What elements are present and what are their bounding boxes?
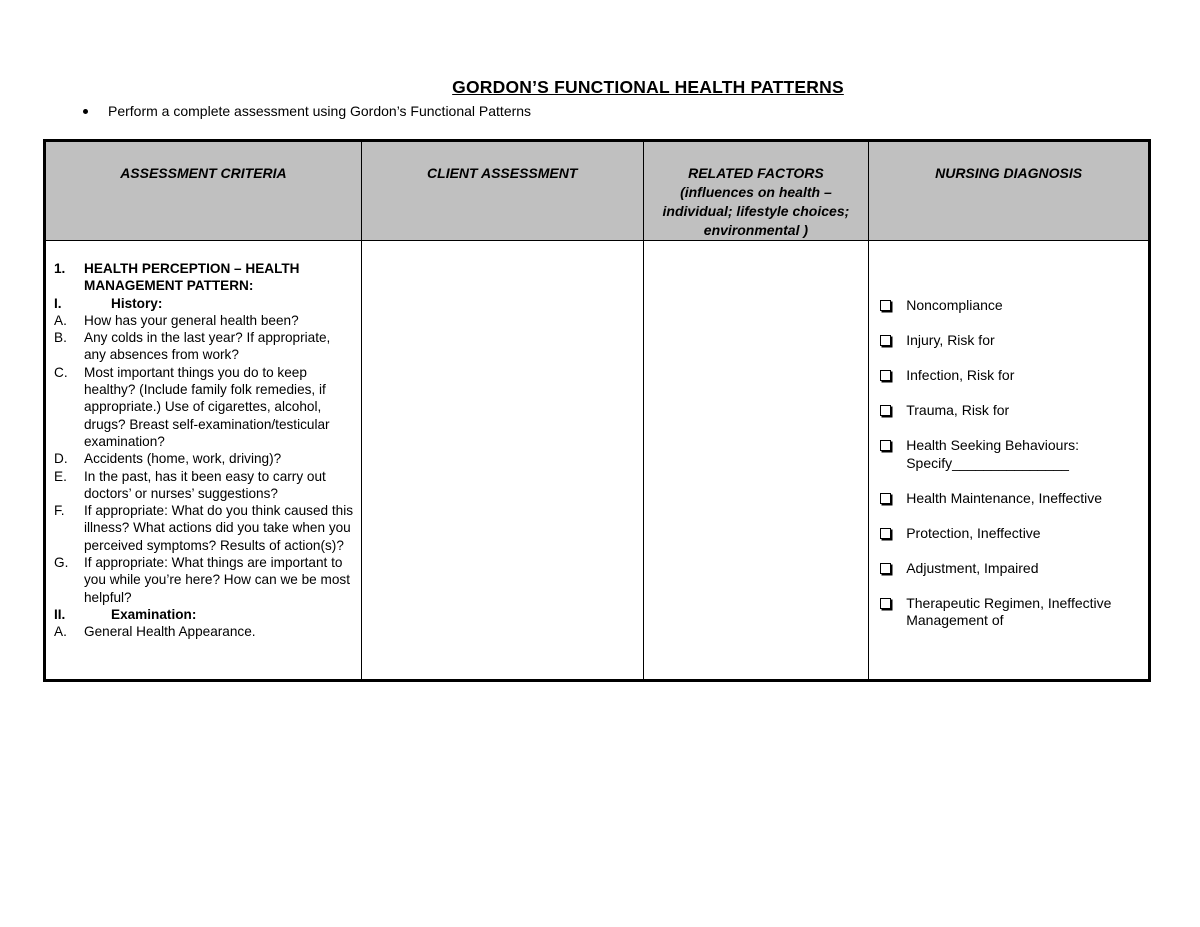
criteria-item [54,554,355,606]
history-list [54,312,355,606]
criteria-item-text: How has your general health been? [84,312,299,328]
criteria-item [54,364,355,450]
checkbox-icon[interactable] [880,440,891,451]
diagnosis-label: Injury, Risk for [906,332,995,348]
intro-list [82,103,531,119]
criteria-item-marker: B. [54,330,67,346]
header-assessment-criteria: ASSESSMENT CRITERIA [45,141,362,241]
criteria-content [46,241,361,641]
header-row [45,141,1150,241]
pattern-heading [54,260,355,295]
checkbox-icon[interactable] [880,563,891,574]
diagnosis-item [880,332,1148,350]
header-related-factors-subtitle: (influences on health – individual; lifestyle choices; environmental ) [662,184,850,238]
criteria-item-marker: D. [54,451,68,467]
nursing-diagnosis-cell [869,241,1150,681]
checkbox-icon[interactable] [880,405,891,416]
exam-label: Examination: [111,606,197,622]
diagnosis-item [880,595,1148,630]
criteria-item-marker: A. [54,312,67,328]
header-related-factors [643,141,869,241]
diagnosis-item [880,297,1148,315]
criteria-item-text: If appropriate: What do you think caused this illness? What actions did you take when you perceived symptoms? Results of action(s)? [84,503,354,553]
header-related-factors-title: RELATED FACTORS [688,165,824,181]
diagnosis-label: Health Maintenance, Ineffective [906,489,1103,506]
diagnosis-label: Adjustment, Impaired [906,559,1039,576]
checkbox-icon[interactable] [880,370,891,381]
diagnosis-item [880,367,1148,385]
history-heading [54,295,355,312]
criteria-item [54,623,355,640]
criteria-item-marker: A. [54,624,67,640]
intro-bullet: Perform a complete assessment using Gordon’s Functional Patterns [82,103,531,119]
diagnosis-list [869,241,1148,630]
client-assessment-cell[interactable] [361,241,643,681]
diagnosis-item [880,402,1148,420]
history-label: History: [111,295,163,311]
history-marker: I. [54,295,62,311]
diagnosis-label: Protection, Ineffective [906,524,1041,541]
exam-marker: II. [54,606,66,622]
criteria-item-marker: F. [54,503,65,519]
criteria-item-text: General Health Appearance. [84,624,256,640]
assessment-table [43,139,1151,682]
diagnosis-label: Trauma, Risk for [906,402,1010,418]
diagnosis-label: Noncompliance [906,297,1003,313]
diagnosis-item [880,437,1148,472]
pattern-row [45,241,1150,681]
exam-list [54,623,355,640]
related-factors-cell[interactable] [643,241,869,681]
criteria-item [54,329,355,364]
assessment-criteria-cell [45,241,362,681]
criteria-item [54,450,355,467]
diagnosis-item [880,490,1148,508]
criteria-item-marker: G. [54,555,69,571]
criteria-item [54,502,355,554]
criteria-item-marker: C. [54,364,68,380]
pattern-number: 1. [54,261,66,276]
checkbox-icon[interactable] [880,300,891,311]
criteria-item-text: Accidents (home, work, driving)? [84,451,282,467]
pattern-title: HEALTH PERCEPTION – HEALTH MANAGEMENT PATTERN: [84,261,300,294]
checkbox-icon[interactable] [880,528,891,539]
criteria-item-text: Most important things you do to keep healthy? (Include family folk remedies, if appropriate.) Use of cigarettes, alcohol, drugs? Breast self-examination/testicular examination? [84,364,330,449]
criteria-item [54,312,355,329]
criteria-item-marker: E. [54,468,67,484]
header-client-assessment: CLIENT ASSESSMENT [361,141,643,241]
diagnosis-label: Therapeutic Regimen, Ineffective Management of [906,594,1112,628]
diagnosis-label: Infection, Risk for [906,367,1015,383]
diagnosis-item [880,560,1148,578]
document-title: GORDON’S FUNCTIONAL HEALTH PATTERNS [452,77,844,97]
header-nursing-diagnosis: NURSING DIAGNOSIS [869,141,1150,241]
checkbox-icon[interactable] [880,598,891,609]
criteria-item-text: In the past, has it been easy to carry out doctors’ or nurses’ suggestions? [84,468,326,501]
diagnosis-label: Health Seeking Behaviours: Specify_______________ [906,437,1079,471]
checkbox-icon[interactable] [880,335,891,346]
criteria-item [54,468,355,503]
criteria-item-text: If appropriate: What things are important to you while you’re here? How can we be most helpful? [84,555,350,605]
exam-heading [54,606,355,623]
criteria-item-text: Any colds in the last year? If appropriate, any absences from work? [84,330,331,363]
checkbox-icon[interactable] [880,493,891,504]
diagnosis-item [880,525,1148,543]
